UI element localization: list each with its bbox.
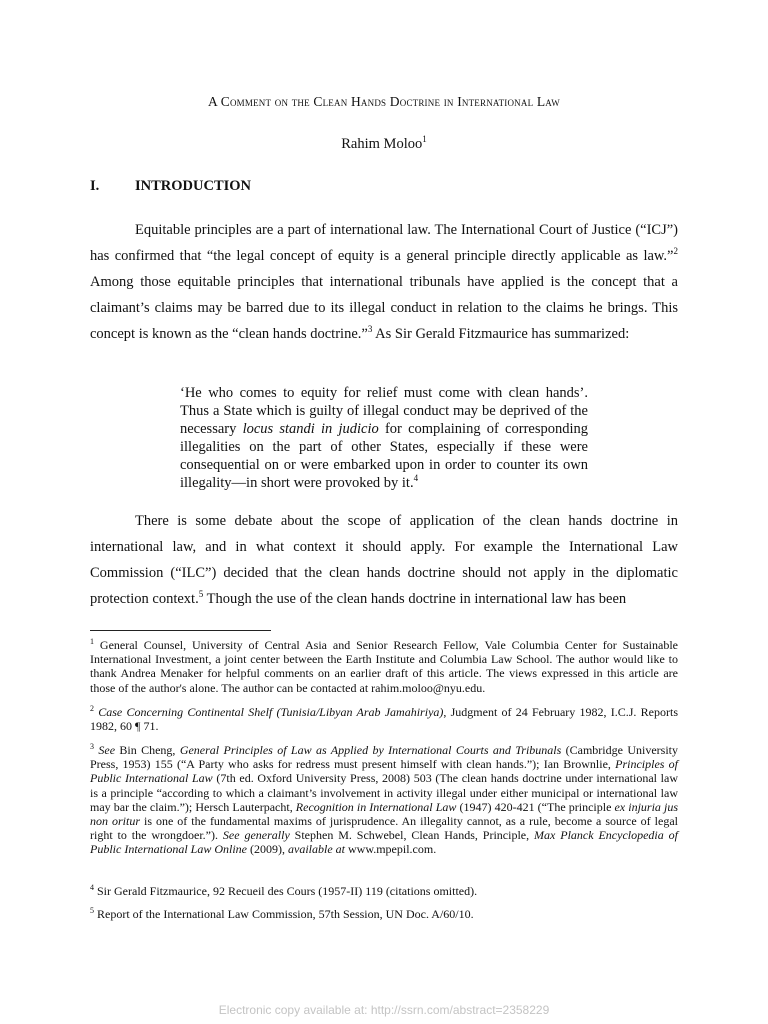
footnote-divider <box>90 630 271 631</box>
footnote-3-italic-3: Recognition in International Law <box>295 799 457 814</box>
footnote-5-number: 5 <box>90 906 94 915</box>
footnote-4-text: Sir Gerald Fitzmaurice, 92 Recueil des Cours (1957-II) 119 (citations omitted). <box>94 884 478 898</box>
footnote-ref-2[interactable]: 2 <box>673 246 678 257</box>
footnote-4 <box>90 884 678 898</box>
footnote-ref-5[interactable]: 5 <box>198 589 204 600</box>
para1-text-c: As Sir Gerald Fitzmaurice has summarized: <box>372 326 630 342</box>
footnote-3-text-8: www.mpepil.com. <box>345 842 437 857</box>
footnote-3-see: See <box>94 743 116 757</box>
footnote-2-case-name: Case Concerning Continental Shelf (Tunisia/Libyan Arab Jamahiriya) <box>94 705 444 719</box>
intro-paragraph-1 <box>90 217 678 347</box>
para2-text-a: There is some debate about the scope of application of the clean hands doctrine in international law, and in what context it should apply. For example the International Law Commission (“ILC”) decided that the clean hands doctrine should not apply in the diplomatic protection context. <box>90 513 678 607</box>
footnote-3-italic-2: Principles of Public International Law <box>90 757 678 786</box>
footnote-1 <box>90 638 678 695</box>
footnote-3-italic-6: Max Planck Encyclopedia of Public International Law Online <box>90 828 679 857</box>
paper-title: A Comment on the Clean Hands Doctrine in International Law <box>208 94 560 109</box>
footnote-5 <box>90 907 678 921</box>
footnote-3 <box>90 743 678 857</box>
footnote-ref-3[interactable]: 3 <box>367 324 373 335</box>
footnote-2-number: 2 <box>90 704 94 713</box>
para1-text-a: Equitable principles are a part of international law. The International Court of Justice (“ICJ”) has confirmed that “the legal concept of equity is a general principle directly applicable as law.” <box>90 222 678 264</box>
footnote-3-text-7: (2009), <box>247 842 288 857</box>
footnote-ref-4[interactable]: 4 <box>413 473 419 484</box>
footnote-2 <box>90 705 678 733</box>
footnote-1-number: 1 <box>90 637 94 646</box>
ssrn-footer-link[interactable]: Electronic copy available at: http://ssrn.com/abstract=2358229 <box>218 1003 550 1017</box>
para2-text-b: Though the use of the clean hands doctrine in international law has been <box>203 591 627 607</box>
footnote-1-text: General Counsel, University of Central Asia and Senior Research Fellow, Vale Columbia Center for Sustainable International Investment, a joint center between the Earth Institute and Columbia Law School. The author would like to thank Andrea Menaker for helpful comments on an earlier draft of this article. The views expressed in this article are those of the author's alone. The author can be contacted at rahim.moloo@nyu.edu. <box>90 638 678 695</box>
author-footnote-ref[interactable]: 1 <box>422 134 427 145</box>
footnote-3-italic-4: ex injuria jus non oritur <box>90 799 678 829</box>
author-name: Rahim Moloo <box>341 136 423 152</box>
footnote-2-text: , Judgment of 24 February 1982, I.C.J. Reports 1982, 60 ¶ 71. <box>90 705 678 734</box>
footnote-5-text: Report of the International Law Commission, 57th Session, UN Doc. A/60/10. <box>94 907 474 921</box>
quote-text-a: ‘He who comes to equity for relief must come with clean hands’. Thus a State which is guilty of illegal conduct may be deprived of the necessary <box>180 385 588 437</box>
block-quote <box>180 384 588 492</box>
footnote-3-italic-1: General Principles of Law as Applied by International Courts and Tribunals <box>179 743 562 757</box>
section-number: I. <box>90 178 100 194</box>
footnote-3-number: 3 <box>90 742 94 751</box>
footnote-3-text-1: Bin Cheng, <box>115 743 180 757</box>
footnote-3-text-6: Stephen M. Schwebel, Clean Hands, Principle, <box>289 828 535 843</box>
footnote-3-text-2: (Cambridge University Press, 1953) 155 (“A Party who asks for redress must present himself with clean hands.”); Ian Brownlie, <box>90 743 678 772</box>
footnote-4-number: 4 <box>90 883 94 892</box>
quote-text-b: for complaining of corresponding illegalities on the part of other States, especially if these were consequential on or were embarked upon in order to counter its own illegality—in short were provoked by it. <box>180 421 589 491</box>
quote-italic: locus standi in judicio <box>242 421 379 437</box>
footnote-3-italic-7: available at <box>288 842 345 857</box>
footnote-3-italic-5: See generally <box>222 828 290 843</box>
para1-text-b: Among those equitable principles that international tribunals have applied is the concept that a claimant’s claims may be barred due to its illegal conduct in relation to the claims he brings. This concept is known as the “clean hands doctrine.” <box>90 274 678 342</box>
section-heading <box>90 178 251 195</box>
footnote-3-text-5: is one of the fundamental maxims of jurisprudence. An illegality cannot, as a rule, become a source of legal right to the wrongdoer.”). <box>90 814 678 843</box>
intro-paragraph-2 <box>90 508 678 612</box>
section-title: INTRODUCTION <box>135 178 252 194</box>
footnote-3-text-3: (7th ed. Oxford University Press, 2008) 503 (The clean hands doctrine under international law is a principle “according to which a claimant’s involvement in activity illegal under either municipal or international law may bar the claim.”); Hersch Lauterpacht, <box>90 771 678 814</box>
footnote-3-text-4: (1947) 420-421 (“The principle <box>456 799 615 814</box>
author-line <box>90 136 678 153</box>
